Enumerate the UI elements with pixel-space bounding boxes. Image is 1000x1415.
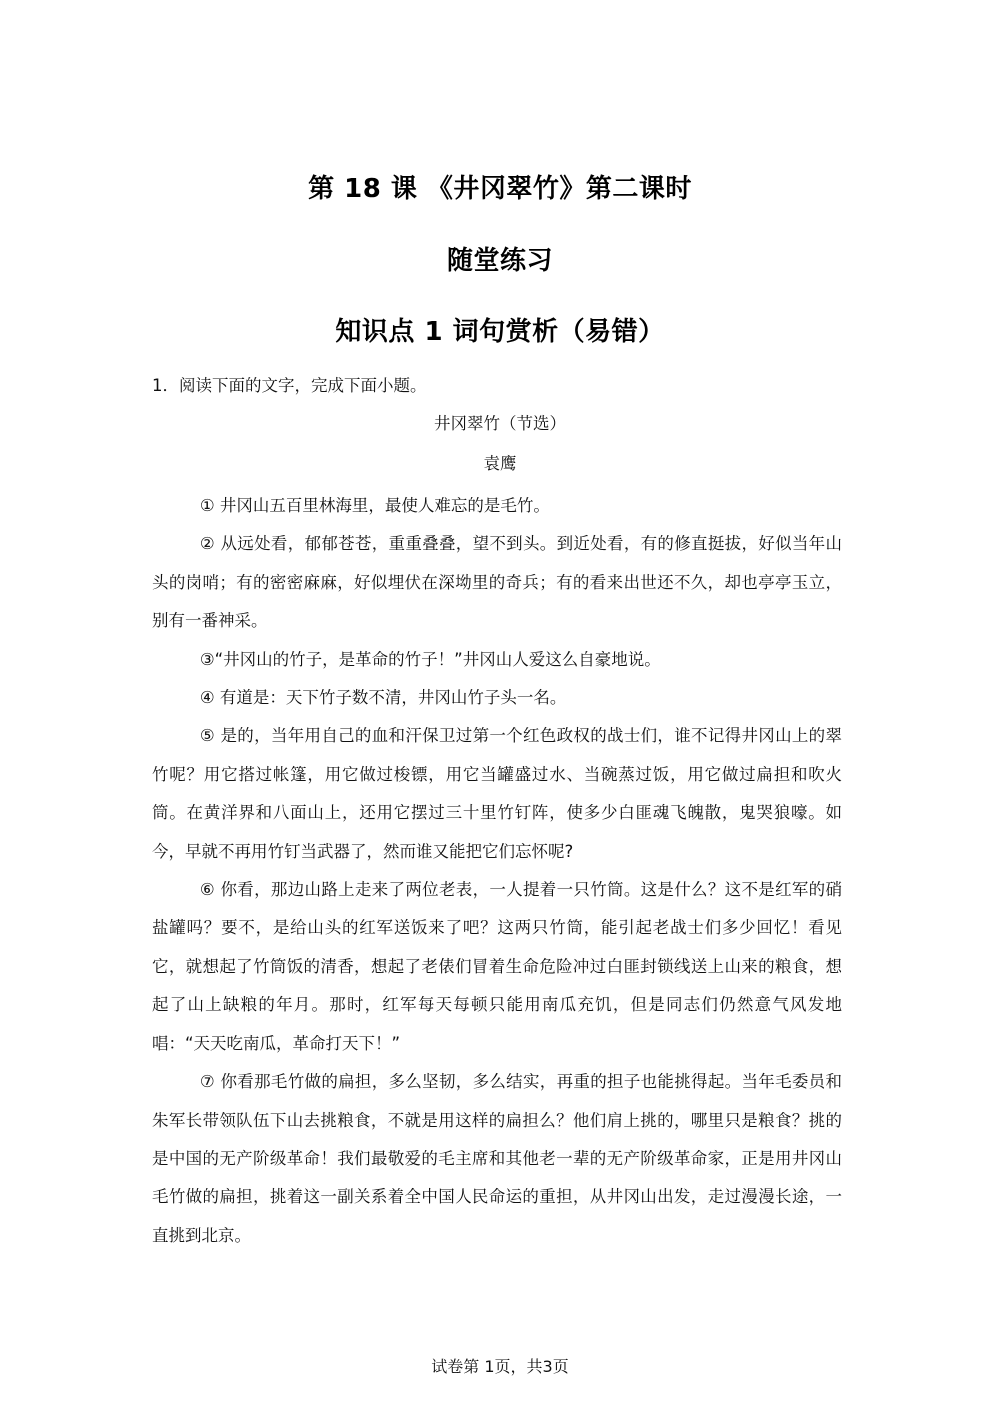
passage-body — [152, 487, 842, 1255]
passage-paragraph-7: ⑦ 你看那毛竹做的扁担，多么坚韧，多么结实，再重的担子也能挑得起。当年毛委员和朱军长带领队伍下山去挑粮食，不就是用这样的扁担么？他们肩上挑的，哪里只是粮食？挑的是中国的无产阶级革命！我们最敬爱的毛主席和其他老一辈的无产阶级革命家，正是用井冈山毛竹做的扁担，挑着这一副关系着全中国人民命运的重担，从井冈山出发，走过漫漫长途，一直挑到北京。 — [152, 1072, 842, 1245]
page-footer: 试卷第 1页，共3页 — [431, 1357, 569, 1376]
passage-author: 袁鹰 — [483, 454, 517, 473]
lesson-title: 第 18 课 《井冈翠竹》第二课时 — [308, 174, 692, 204]
passage-paragraph-3: ③“井冈山的竹子，是革命的竹子！”井冈山人爱这么自豪地说。 — [199, 649, 661, 669]
passage-paragraph-2: ② 从远处看，郁郁苍苍，重重叠叠，望不到头。到近处看，有的修直挺拔，好似当年山头的岗哨；有的密密麻麻，好似埋伏在深坳里的奇兵；有的看来出世还不久，却也亭亭玉立，别有一番神采。 — [152, 534, 842, 631]
passage-paragraph-6: ⑥ 你看，那边山路上走来了两位老表，一人提着一只竹筒。这是什么？这不是红军的硝盐罐吗？要不，是给山头的红军送饭来了吧？这两只竹筒，能引起老战士们多少回忆！看见它，就想起了竹筒饭的清香，想起了老俵们冒着生命危险冲过白匪封锁线送上山来的粮食，想起了山上缺粮的年月。那时，红军每天每顿只能用南瓜充饥，但是同志们仍然意气风发地唱：“天天吃南瓜，革命打天下！” — [152, 880, 842, 1053]
question-prompt: 1．阅读下面的文字，完成下面小题。 — [152, 376, 427, 395]
passage-paragraph-1: ① 井冈山五百里林海里，最使人难忘的是毛竹。 — [199, 496, 550, 515]
passage-title: 井冈翠竹（节选） — [434, 414, 566, 433]
section-title: 随堂练习 — [446, 246, 553, 276]
knowledge-point-heading: 知识点 1 词句赏析（易错） — [335, 317, 665, 347]
passage-paragraph-4: ④ 有道是：天下竹子数不清，井冈山竹子头一名。 — [199, 688, 567, 708]
passage-paragraph-5: ⑤ 是的，当年用自己的血和汗保卫过第一个红色政权的战士们，谁不记得井冈山上的翠竹呢？用它搭过帐篷，用它做过梭镖，用它当罐盛过水、当碗蒸过饭，用它做过扁担和吹火筒。在黄洋界和八面山上，还用它摆过三十里竹钉阵，使多少白匪魂飞魄散，鬼哭狼嚎。如今，早就不再用竹钉当武器了，然而谁又能把它们忘怀呢? — [152, 726, 842, 861]
